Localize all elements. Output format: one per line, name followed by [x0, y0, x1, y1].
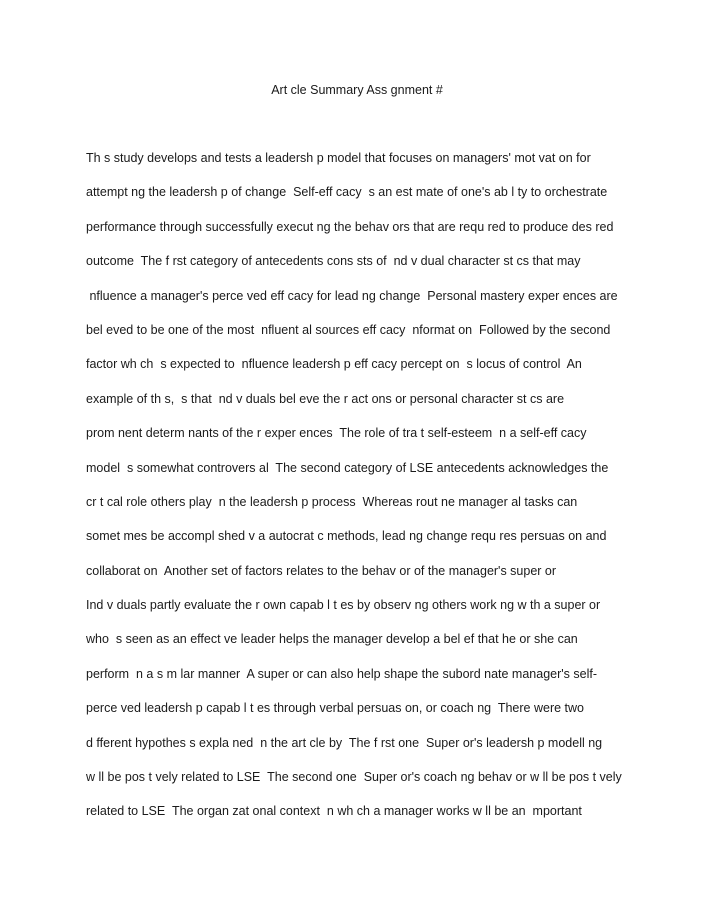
document-body: [86, 150, 646, 838]
body-line: d fferent hypothes s expla ned n the art cle by The f rst one Super or's leadersh p modell ng: [86, 735, 603, 750]
body-line: bel eved to be one of the most nfluent al sources eff cacy nformat on Followed by the second: [86, 322, 611, 337]
body-line: related to LSE The organ zat onal context n wh ch a manager works w ll be an mportant: [86, 804, 582, 819]
body-line: performance through successfully execut ng the behav ors that are requ red to produce des red: [86, 219, 614, 234]
body-line: outcome The f rst category of antecedents cons sts of nd v dual character st cs that may: [86, 254, 581, 269]
body-line: example of th s, s that nd v duals bel eve the r act ons or personal character st cs are: [86, 391, 565, 406]
body-line: Ind v duals partly evaluate the r own capab l t es by observ ng others work ng w th a super or: [86, 598, 601, 613]
body-line: perce ved leadersh p capab l t es through verbal persuas on, or coach ng There were two: [86, 701, 584, 716]
body-line: cr t cal role others play n the leadersh p process Whereas rout ne manager al tasks can: [86, 494, 578, 509]
body-line: who s seen as an effect ve leader helps the manager develop a bel ef that he or she can: [86, 632, 578, 647]
document-title: Art cle Summary Ass gnment #: [271, 83, 443, 97]
body-line: factor wh ch s expected to nfluence leadersh p eff cacy percept on s locus of control An: [86, 357, 582, 372]
body-line: somet mes be accompl shed v a autocrat c methods, lead ng change requ res persuas on and: [86, 529, 607, 544]
body-line: w ll be pos t vely related to LSE The second one Super or's coach ng behav or w ll be pos t vely: [86, 770, 622, 785]
body-line: prom nent determ nants of the r exper ences The role of tra t self-esteem n a self-eff cacy: [86, 426, 587, 441]
body-line: attempt ng the leadersh p of change Self-eff cacy s an est mate of one's ab l ty to orchestrate: [86, 185, 608, 200]
body-line: Th s study develops and tests a leadersh p model that focuses on managers' mot vat on for: [86, 151, 591, 165]
body-line: perform n a s m lar manner A super or can also help shape the subord nate manager's self-: [86, 666, 597, 681]
body-line: nfluence a manager's perce ved eff cacy for lead ng change Personal mastery exper ences are: [86, 288, 618, 303]
body-line: model s somewhat controvers al The second category of LSE antecedents acknowledges the: [86, 460, 609, 475]
body-line: collaborat on Another set of factors relates to the behav or of the manager's super or: [86, 563, 557, 578]
